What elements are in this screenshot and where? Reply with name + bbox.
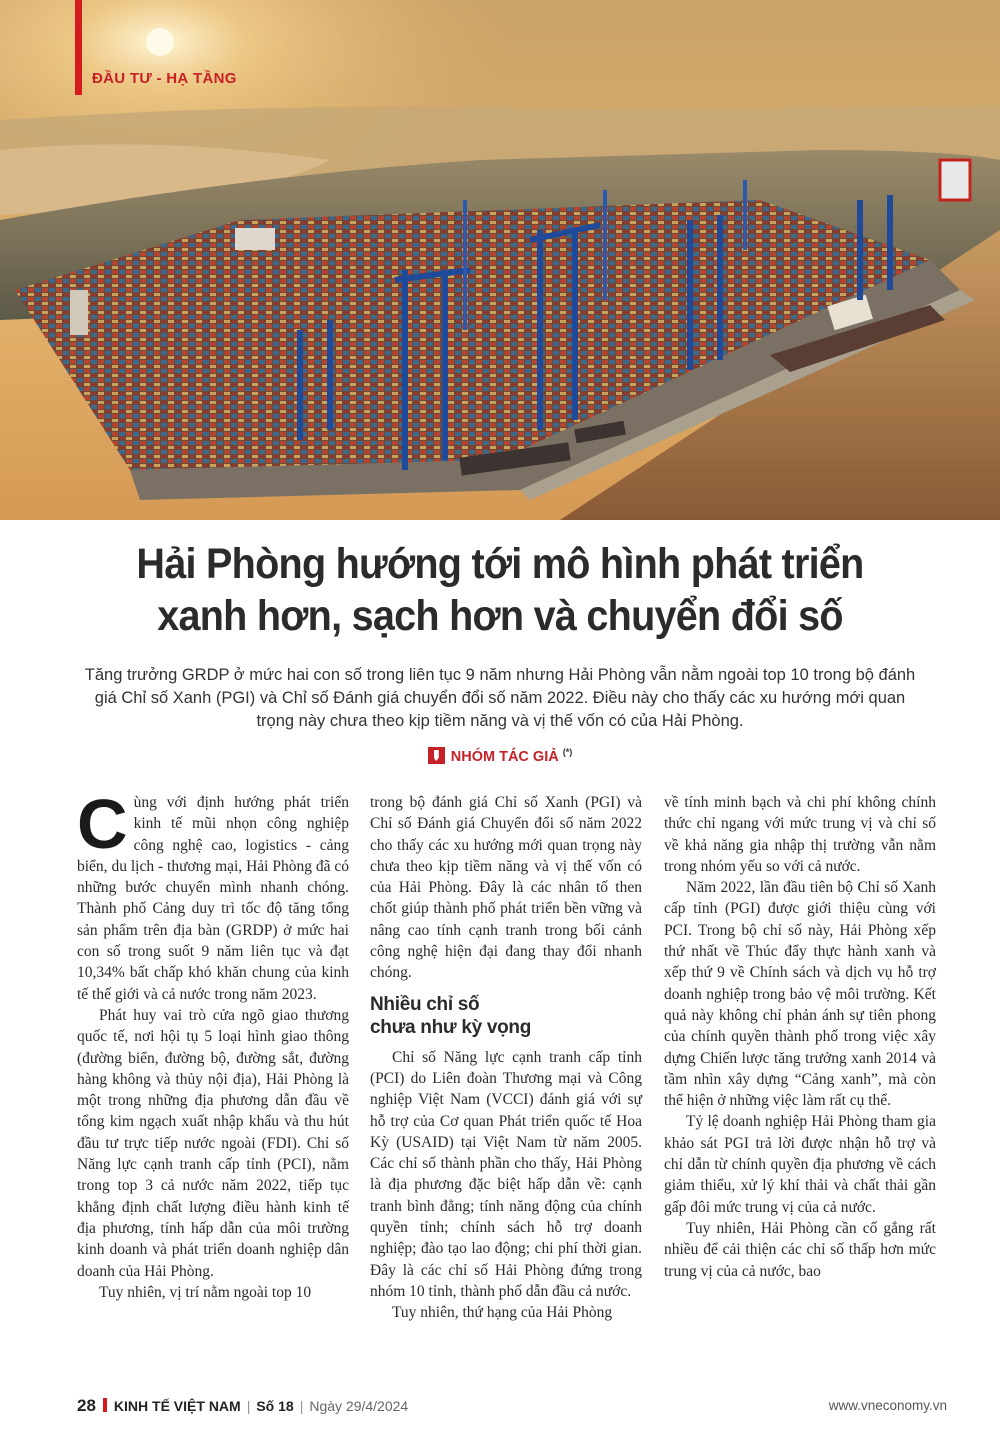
issue-number: Số 18 [256,1398,294,1414]
lead-paragraph: Tăng trưởng GRDP ở mức hai con số trong liên tục 9 năm nhưng Hải Phòng vẫn nằm ngoài top 10 trong bộ đánh giá Chỉ số Xanh (PGI) và Chỉ số Đánh giá chuyển đổi số năm 2022. Điều này cho thấy các xu hướng mới quan trọng này chưa theo kịp tiềm năng và vị thế vốn có của Hải Phòng. [84,666,916,730]
website-link[interactable]: www.vneconomy.vn [828,1398,947,1413]
headline-line-2: xanh hơn, sạch hơn và chuyển đổi số [157,592,843,640]
body-paragraph: Năm 2022, lần đầu tiên bộ Chỉ số Xanh cấp tỉnh (PGI) được giới thiệu cùng với PCI. Trong bộ chỉ số này, Hải Phòng xếp thứ nhất về Thúc đẩy thực hành xanh và xếp thứ 9 về Chính sách và dịch vụ hỗ trợ doanh nghiệp trong bảo vệ môi trường. Kết quả này không chỉ phản ánh sự tiên phong của chính quyền thành phố trong việc xây dựng Chiến lược tăng trưởng xanh 2014 và tầm nhìn xây dựng “Cảng xanh”, mà còn thể hiện ở những việc làm rất cụ thể. [664,879,936,1110]
drop-cap: C [77,785,128,863]
body-paragraph: Cùng với định hướng phát triển kinh tế mũi nhọn công nghiệp công nghệ cao, logistics - cảng biển, du lịch - thương mại, Hải Phòng đã có những bước chuyển mình nhanh chóng. Thành phố Cảng duy trì tốc độ tăng tổng sản phẩm trên địa bàn (GRDP) ở mức hai con số trong suốt 9 năm liên tục và đạt 10,34% bất chấp khó khăn chung của kinh tế thế giới và cả nước trong năm 2023. [77,785,349,1003]
body-paragraph: Tuy nhiên, vị trí nằm ngoài top 10 [99,1283,312,1301]
headline-line-1: Hải Phòng hướng tới mô hình phát triển [136,540,864,588]
article-column-2 [370,792,642,1324]
article-column-1 [77,785,349,1303]
body-paragraph: Chỉ số Năng lực cạnh tranh cấp tỉnh (PCI) do Liên đoàn Thương mại và Công nghiệp Việt Nam (VCCI) đánh giá với sự hỗ trợ của Cơ quan Phát triển quốc tế Hoa Kỳ (USAID) tại Việt Nam từ năm 2005. Các chỉ số thành phần cho thấy, Hải Phòng là địa phương đặc biệt hấp dẫn về: cạnh tranh bình đẳng; tính năng động của chính quyền tỉnh; chính sách hỗ trợ doanh nghiệp; đào tạo lao động; chi phí thời gian. Đây là các chỉ số Hải Phòng đứng trong nhóm 10 tỉnh, thành phố dẫn đầu cả nước. [370,1048,642,1300]
body-paragraph: về tính minh bạch và chi phí không chính thức chỉ ngang với mức trung vị và chỉ số về khả năng gia nhập thị trường vẫn nằm trong nhóm yếu so với cả nước. [664,794,936,875]
byline-footnote-mark: (*) [562,747,573,758]
subheading: Nhiều chỉ số chưa như kỳ vọng [370,993,532,1038]
body-paragraph: Phát huy vai trò cửa ngõ giao thương quốc tế, nơi hội tụ 5 loại hình giao thông (đường biển, đường bộ, đường sắt, đường hàng không và thủy nội địa), Hải Phòng là một trong những địa phương dẫn đầu về tổng kim ngạch xuất nhập khẩu và thu hút đầu tư trực tiếp nước ngoài (FDI). Chỉ số Năng lực cạnh tranh cấp tỉnh (PCI), nằm trong top 3 cả nước năm 2022, tiếp tục khẳng định chất lượng điều hành kinh tế địa phương, tính hấp dẫn của môi trường kinh doanh và phát triển doanh nghiệp dân doanh của Hải Phòng. [77,1006,349,1280]
body-paragraph: Tuy nhiên, Hải Phòng cần cố gắng rất nhiều để cải thiện các chỉ số thấp hơn mức trung vị của cả nước, bao [664,1219,936,1280]
byline [0,747,1000,765]
body-paragraph: trong bộ đánh giá Chỉ số Xanh (PGI) và Chỉ số Đánh giá Chuyển đổi số năm 2022 cho thấy các xu hướng mới quan trọng này chưa theo kịp tiềm năng và vị thế vốn có của Hải Phòng. Đây là các nhân tố then chốt giúp thành phố phát triển bền vững và nâng cao tính cạnh tranh trong bối cảnh công nghệ hiện đại đang thay đổi nhanh chóng. [370,794,642,982]
page-number: 28 [77,1396,96,1415]
footer-accent-bar [103,1398,107,1412]
section-label: ĐẦU TƯ - HẠ TẦNG [92,70,237,87]
byline-text: NHÓM TÁC GIẢ [450,749,559,765]
page-footer: 28 KINH TẾ VIỆT NAM | Số 18 | Ngày 29/4/2024 www.vneconomy.vn [77,1396,947,1415]
issue-date: Ngày 29/4/2024 [309,1398,409,1414]
article-column-3 [664,792,936,1282]
section-accent-bar [75,0,82,95]
body-paragraph: Tuy nhiên, thứ hạng của Hải Phòng [392,1304,613,1322]
headline [77,538,923,642]
body-paragraph: Tỷ lệ doanh nghiệp Hải Phòng tham gia khảo sát PGI trả lời được nhận hỗ trợ và chỉ dẫn từ chính quyền địa phương về cách giảm thiểu, xử lý khí thải và chất thải gần gấp đôi mức trung vị của cả nước. [664,1113,936,1216]
publication-name: KINH TẾ VIỆT NAM [113,1398,241,1414]
pen-icon [428,747,445,764]
